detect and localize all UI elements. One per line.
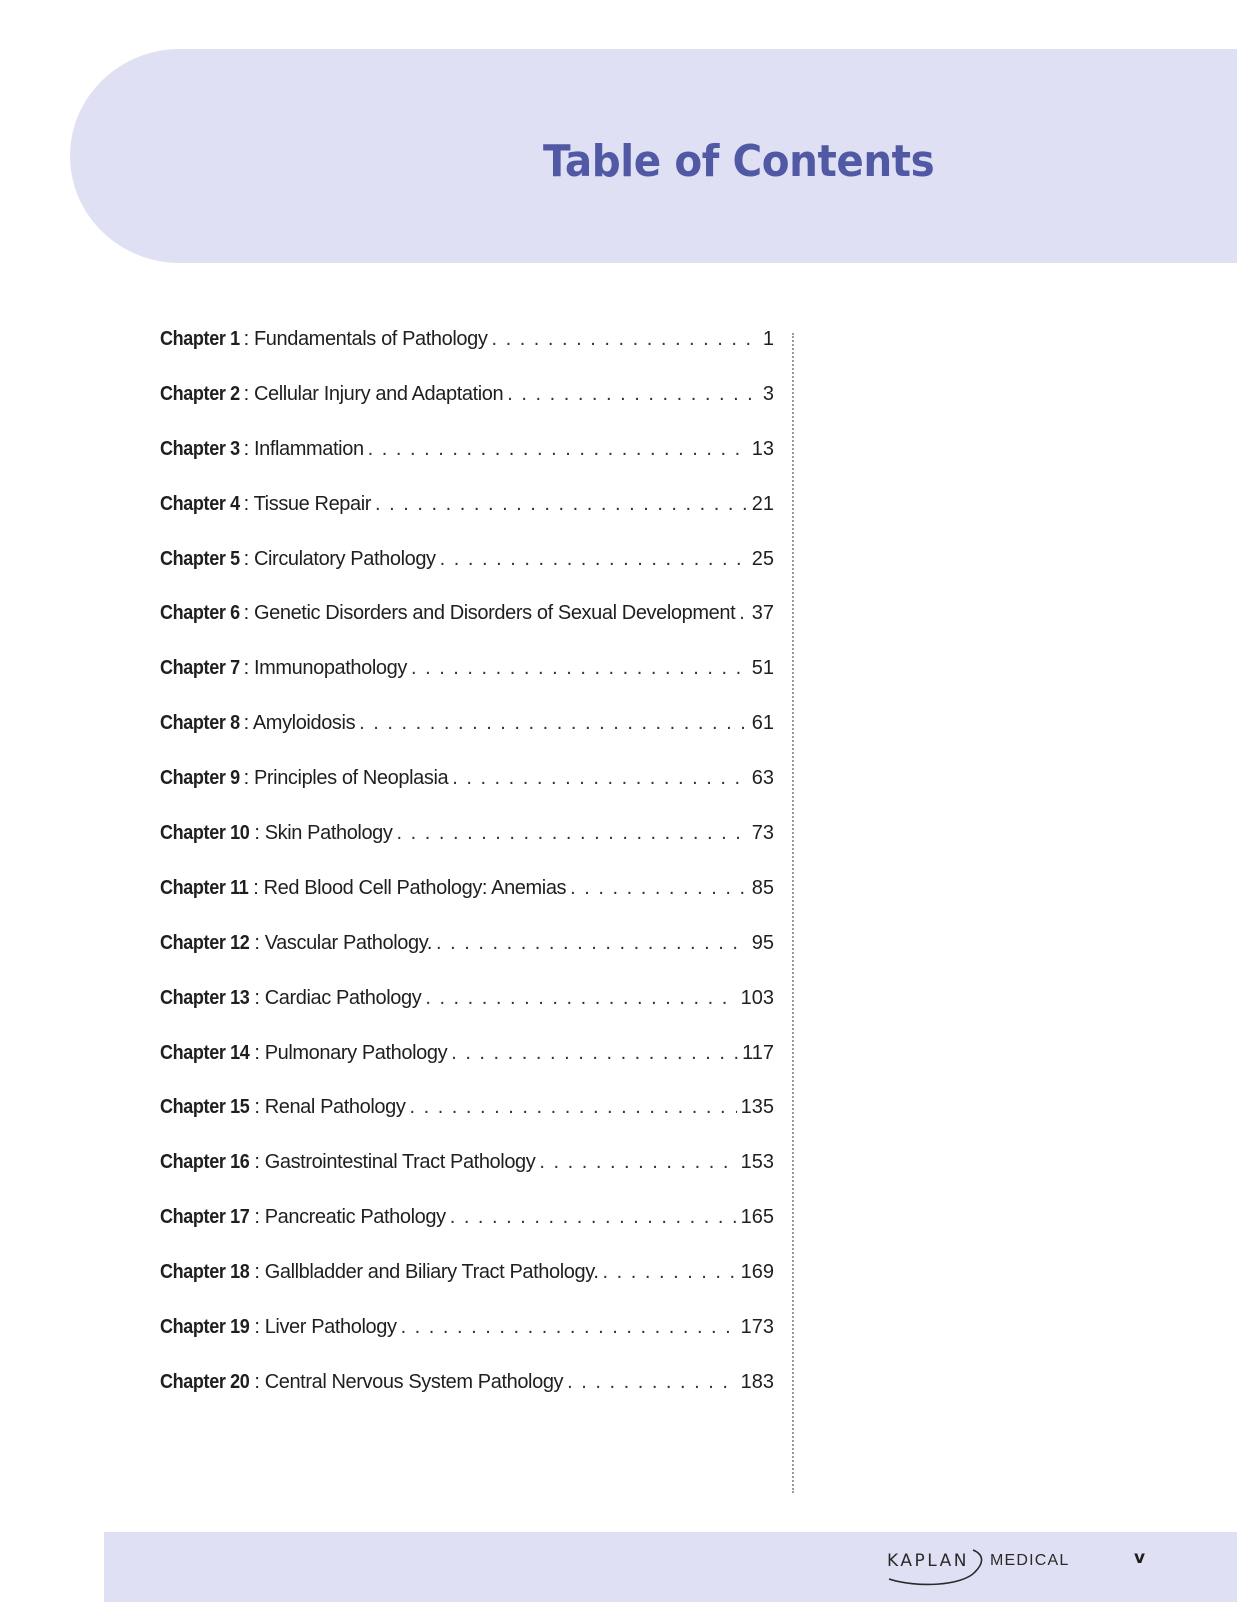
chapter-label: Chapter 6 <box>160 602 240 625</box>
chapter-title: : Immunopathology <box>243 657 407 680</box>
chapter-page-number: 169 <box>740 1261 774 1284</box>
toc-entry-3[interactable] <box>160 438 774 493</box>
chapter-label: Chapter 14 <box>160 1041 250 1064</box>
chapter-page-number: 117 <box>742 1041 774 1064</box>
chapter-title: : Gallbladder and Biliary Tract Pathology. <box>254 1261 599 1284</box>
toc-entry-20[interactable] <box>160 1371 774 1426</box>
chapter-page-number: 25 <box>751 547 774 570</box>
chapter-label: Chapter 8 <box>160 712 240 735</box>
chapter-title: : Principles of Neoplasia <box>243 767 449 790</box>
chapter-title: : Circulatory Pathology <box>243 547 436 570</box>
toc-entry-6[interactable] <box>160 602 774 657</box>
chapter-title: : Renal Pathology <box>254 1096 406 1119</box>
chapter-title: : Gastrointestinal Tract Pathology <box>254 1151 536 1174</box>
chapter-page-number: 165 <box>740 1206 774 1229</box>
chapter-title: : Genetic Disorders and Disorders of Sexual Development <box>243 602 736 625</box>
dot-leader <box>539 1151 736 1174</box>
toc-entry-5[interactable] <box>160 548 774 603</box>
toc-entry-15[interactable] <box>160 1096 774 1151</box>
toc-entry-2[interactable] <box>160 383 774 438</box>
chapter-page-number: 37 <box>751 602 774 625</box>
chapter-page-number: 73 <box>751 822 774 845</box>
dot-leader <box>507 383 754 406</box>
dot-leader <box>603 1261 737 1284</box>
chapter-page-number: 3 <box>762 382 774 405</box>
chapter-label: Chapter 15 <box>160 1096 250 1119</box>
chapter-title: : Amyloidosis <box>243 712 356 735</box>
chapter-title: : Inflammation <box>243 437 364 460</box>
dot-leader <box>436 932 748 955</box>
chapter-title: : Cardiac Pathology <box>254 986 422 1009</box>
toc-entry-18[interactable] <box>160 1261 774 1316</box>
toc-entry-1[interactable] <box>160 328 774 383</box>
dot-leader <box>375 493 748 516</box>
chapter-page-number: 61 <box>751 712 774 735</box>
dot-leader <box>368 438 748 461</box>
dot-leader <box>401 1316 737 1339</box>
dotted-divider <box>792 333 794 1493</box>
chapter-label: Chapter 3 <box>160 437 240 460</box>
chapter-title: : Pulmonary Pathology <box>254 1041 448 1064</box>
dot-leader <box>491 328 754 351</box>
chapter-page-number: 173 <box>740 1316 774 1339</box>
chapter-label: Chapter 17 <box>160 1206 250 1229</box>
dot-leader <box>450 1206 737 1229</box>
toc-entry-10[interactable] <box>160 822 774 877</box>
chapter-title: : Central Nervous System Pathology <box>254 1370 564 1393</box>
chapter-title: : Skin Pathology <box>254 822 393 845</box>
chapter-page-number: 13 <box>751 437 774 460</box>
chapter-label: Chapter 4 <box>160 492 240 515</box>
toc-entry-16[interactable] <box>160 1151 774 1206</box>
chapter-title: : Liver Pathology <box>254 1316 397 1339</box>
chapter-title: : Fundamentals of Pathology <box>243 328 488 350</box>
chapter-label: Chapter 18 <box>160 1261 250 1284</box>
dot-leader <box>570 877 748 900</box>
dot-leader <box>451 1042 738 1065</box>
toc-entry-7[interactable] <box>160 657 774 712</box>
table-of-contents <box>160 328 774 1426</box>
chapter-page-number: 95 <box>751 931 774 954</box>
chapter-page-number: 153 <box>740 1151 774 1174</box>
dot-leader <box>397 822 748 845</box>
toc-entry-9[interactable] <box>160 767 774 822</box>
swoosh-icon <box>887 1548 987 1588</box>
chapter-page-number: 183 <box>740 1370 774 1393</box>
kaplan-medical-logo <box>887 1548 1070 1588</box>
dot-leader <box>452 767 748 790</box>
chapter-label: Chapter 1 <box>160 328 240 350</box>
chapter-page-number: 51 <box>751 657 774 680</box>
toc-entry-4[interactable] <box>160 493 774 548</box>
chapter-title: : Vascular Pathology. <box>254 931 433 954</box>
dot-leader <box>359 712 748 735</box>
dot-leader <box>425 987 736 1010</box>
chapter-title: : Cellular Injury and Adaptation <box>243 382 504 405</box>
page-number: v <box>1134 1548 1146 1568</box>
dot-leader <box>411 657 748 680</box>
chapter-label: Chapter 5 <box>160 547 240 570</box>
toc-entry-14[interactable] <box>160 1042 774 1097</box>
chapter-label: Chapter 10 <box>160 822 250 845</box>
chapter-page-number: 63 <box>751 767 774 790</box>
chapter-label: Chapter 20 <box>160 1370 250 1393</box>
chapter-label: Chapter 7 <box>160 657 240 680</box>
page-title: Table of Contents <box>543 136 935 187</box>
chapter-label: Chapter 16 <box>160 1151 250 1174</box>
toc-entry-11[interactable] <box>160 877 774 932</box>
chapter-page-number: 21 <box>751 492 774 515</box>
chapter-page-number: 85 <box>751 876 774 899</box>
chapter-title: : Tissue Repair <box>243 492 372 515</box>
chapter-label: Chapter 13 <box>160 986 250 1009</box>
chapter-label: Chapter 12 <box>160 931 250 954</box>
dot-leader <box>739 602 748 625</box>
chapter-title: : Pancreatic Pathology <box>254 1206 446 1229</box>
toc-entry-19[interactable] <box>160 1316 774 1371</box>
dot-leader <box>440 548 748 571</box>
brand-suffix: MEDICAL <box>990 1552 1070 1569</box>
chapter-page-number: 1 <box>762 328 774 350</box>
dot-leader <box>409 1096 736 1119</box>
chapter-label: Chapter 19 <box>160 1316 250 1339</box>
brand-name: KAPLAN <box>887 1551 969 1571</box>
chapter-page-number: 103 <box>740 986 774 1009</box>
toc-entry-13[interactable] <box>160 987 774 1042</box>
toc-entry-12[interactable] <box>160 932 774 987</box>
dot-leader <box>567 1371 736 1394</box>
toc-entry-17[interactable] <box>160 1206 774 1261</box>
chapter-label: Chapter 9 <box>160 767 240 790</box>
chapter-label: Chapter 11 <box>160 876 249 899</box>
chapter-label: Chapter 2 <box>160 382 240 405</box>
toc-entry-8[interactable] <box>160 712 774 767</box>
chapter-title: : Red Blood Cell Pathology: Anemias <box>253 876 567 899</box>
chapter-page-number: 135 <box>740 1096 774 1119</box>
